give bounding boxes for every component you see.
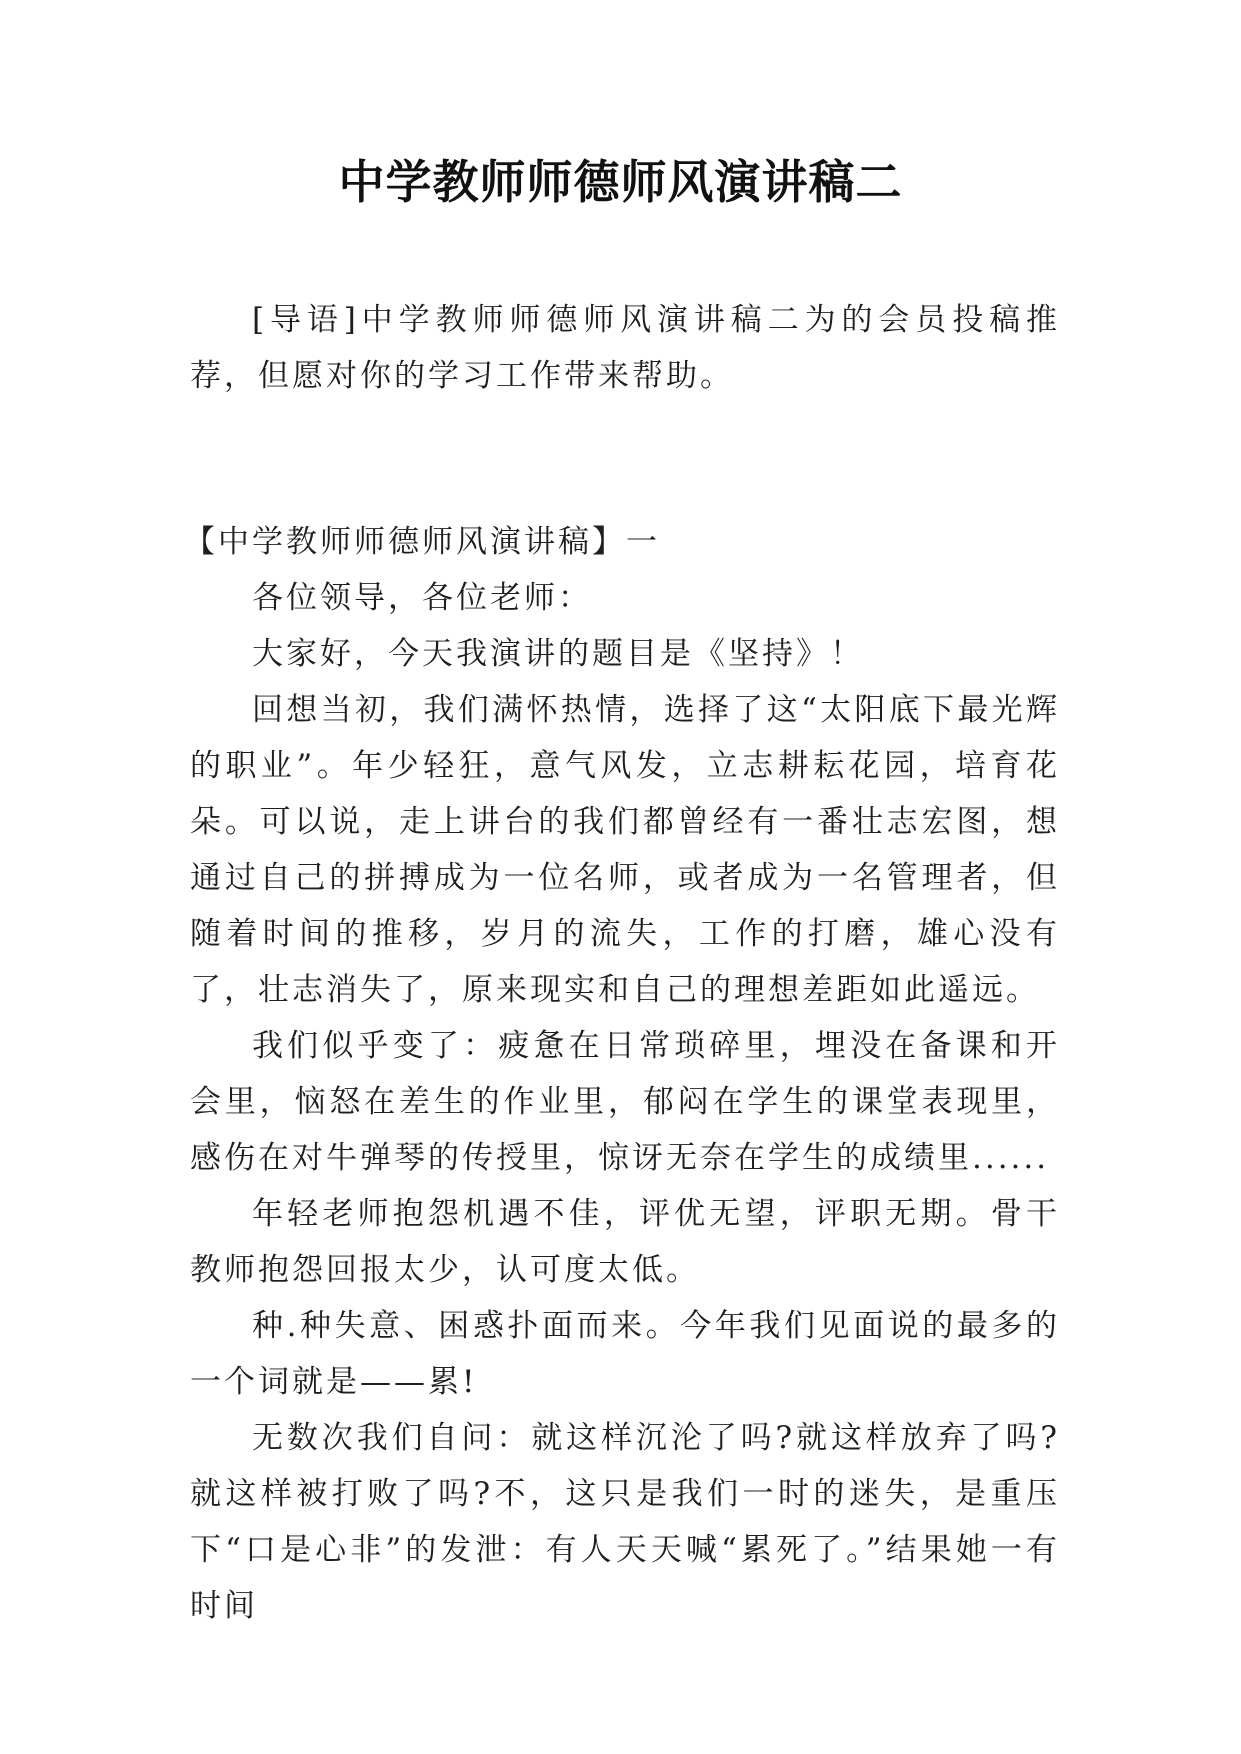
paragraph-greeting: 各位领导，各位老师： [252,580,592,616]
document-title: 中学教师师德师风演讲稿二 [338,155,903,209]
document-body [184,292,1060,1634]
section-heading: 【中学教师师德师风演讲稿】一 [184,524,660,560]
paragraph-tired: 种.种失意、困惑扑面而来。今年我们见面说的最多的一个词就是——累! [190,1308,1060,1400]
paragraph-complaints: 年轻老师抱怨机遇不佳，评优无望，评职无期。骨干教师抱怨回报太少，认可度太低。 [190,1196,1060,1288]
intro-paragraph: [导语]中学教师师德师风演讲稿二为的会员投稿推荐，但愿对你的学习工作带来帮助。 [190,302,1060,394]
paragraph-topic: 大家好，今天我演讲的题目是《坚持》！ [252,636,864,672]
paragraph-change: 我们似乎变了：疲惫在日常琐碎里，埋没在备课和开会里，恼怒在差生的作业里，郁闷在学生的课堂表现里，感伤在对牛弹琴的传授里，惊讶无奈在学生的成绩里...... [190,1028,1060,1176]
paragraph-self-question: 无数次我们自问：就这样沉沦了吗?就这样放弃了吗?就这样被打败了吗?不，这只是我们一时的迷失，是重压下“口是心非”的发泄：有人天天喊“累死了。”结果她一有时间 [190,1420,1060,1624]
paragraph-recall: 回想当初，我们满怀热情，选择了这“太阳底下最光辉的职业”。年少轻狂，意气风发，立志耕耘花园，培育花朵。可以说，走上讲台的我们都曾经有一番壮志宏图，想通过自己的拼搏成为一位名师，或者成为一名管理者，但随着时间的推移，岁月的流失，工作的打磨，雄心没有了，壮志消失了，原来现实和自己的理想差距如此遥远。 [190,692,1060,1008]
